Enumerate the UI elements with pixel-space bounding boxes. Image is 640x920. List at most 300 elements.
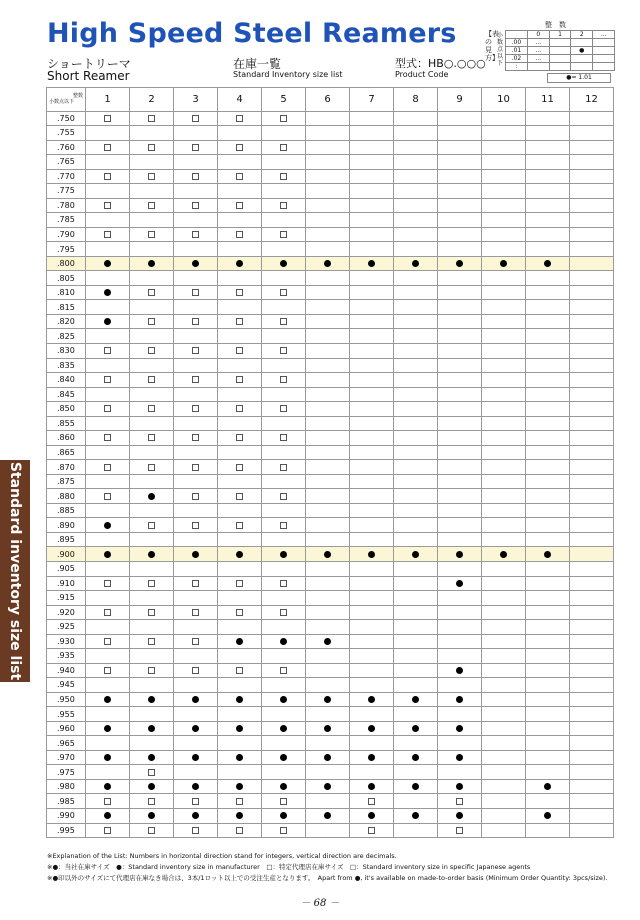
table-cell (526, 721, 570, 736)
table-cell (262, 547, 306, 562)
table-cell (482, 532, 526, 547)
table-cell (174, 227, 218, 242)
table-cell (174, 184, 218, 199)
table-cell (438, 721, 482, 736)
table-cell (394, 649, 438, 664)
table-cell (350, 358, 394, 373)
table-cell (570, 707, 614, 722)
table-cell (262, 387, 306, 402)
legend-cell: .00 (506, 39, 528, 47)
table-cell (570, 111, 614, 126)
legend-cell: … (527, 47, 549, 55)
table-cell (570, 503, 614, 518)
table-cell (526, 707, 570, 722)
table-cell (86, 256, 130, 271)
decimal-label: .820 (47, 314, 86, 329)
table-cell (526, 750, 570, 765)
table-cell (262, 184, 306, 199)
decimal-label: .790 (47, 227, 86, 242)
agent-stock-square-icon (192, 464, 199, 471)
table-row (47, 126, 614, 141)
manufacturer-stock-dot-icon (280, 783, 287, 790)
table-cell (86, 213, 130, 228)
table-cell (262, 300, 306, 315)
table-cell (394, 576, 438, 591)
table-cell (262, 649, 306, 664)
agent-stock-square-icon (280, 464, 287, 471)
table-cell (262, 721, 306, 736)
agent-stock-square-icon (104, 434, 111, 441)
decimal-label: .935 (47, 649, 86, 664)
agent-stock-square-icon (280, 144, 287, 151)
manufacturer-stock-dot-icon (456, 812, 463, 819)
table-cell (174, 169, 218, 184)
table-cell (174, 503, 218, 518)
table-cell (526, 503, 570, 518)
table-cell (218, 140, 262, 155)
table-cell (218, 314, 262, 329)
table-cell (86, 184, 130, 199)
table-cell (218, 663, 262, 678)
table-row (47, 213, 614, 228)
table-cell (130, 213, 174, 228)
table-cell (350, 387, 394, 402)
table-cell (218, 489, 262, 504)
table-cell (218, 532, 262, 547)
table-cell (482, 126, 526, 141)
agent-stock-square-icon (192, 493, 199, 500)
table-cell (394, 169, 438, 184)
table-cell (570, 591, 614, 606)
agent-stock-square-icon (148, 434, 155, 441)
table-row (47, 576, 614, 591)
table-cell (350, 169, 394, 184)
table-cell (306, 518, 350, 533)
table-cell (394, 358, 438, 373)
table-cell (130, 576, 174, 591)
agent-stock-square-icon (192, 144, 199, 151)
table-cell (350, 329, 394, 344)
decimal-label: .875 (47, 474, 86, 489)
decimal-label: .855 (47, 416, 86, 431)
decimal-label: .885 (47, 503, 86, 518)
table-cell (350, 591, 394, 606)
table-cell (174, 576, 218, 591)
table-cell (218, 402, 262, 417)
table-cell (570, 126, 614, 141)
table-cell (306, 285, 350, 300)
table-cell (394, 329, 438, 344)
decimal-label: .980 (47, 779, 86, 794)
table-cell (306, 721, 350, 736)
table-cell (218, 547, 262, 562)
table-cell (306, 358, 350, 373)
column-header: 3 (174, 88, 218, 112)
table-cell (262, 431, 306, 446)
manufacturer-stock-dot-icon (456, 551, 463, 558)
table-cell (262, 285, 306, 300)
table-cell (306, 329, 350, 344)
table-cell (350, 344, 394, 359)
table-cell (438, 750, 482, 765)
table-cell (570, 576, 614, 591)
table-cell (262, 256, 306, 271)
sidebar-tab (0, 460, 30, 682)
table-cell (438, 503, 482, 518)
agent-stock-square-icon (192, 231, 199, 238)
table-cell (350, 300, 394, 315)
footnote-line: ※Explanation of the List: Numbers in horizontal direction stand for integers, vertical direction are decimals. (47, 852, 397, 860)
agent-stock-square-icon (192, 434, 199, 441)
table-cell (130, 169, 174, 184)
manufacturer-stock-dot-icon (192, 551, 199, 558)
table-cell (394, 344, 438, 359)
table-cell (350, 155, 394, 170)
table-cell (130, 591, 174, 606)
legend-cell (593, 55, 615, 63)
table-cell (262, 750, 306, 765)
table-cell (306, 126, 350, 141)
table-cell (218, 474, 262, 489)
table-corner (47, 88, 86, 112)
table-cell (174, 809, 218, 824)
table-cell (174, 634, 218, 649)
table-cell (570, 721, 614, 736)
table-cell (570, 373, 614, 388)
table-cell (438, 532, 482, 547)
table-cell (570, 532, 614, 547)
agent-stock-square-icon (104, 638, 111, 645)
column-header: 8 (394, 88, 438, 112)
table-cell (482, 373, 526, 388)
table-cell (350, 111, 394, 126)
table-cell (526, 373, 570, 388)
table-cell (438, 431, 482, 446)
agent-stock-square-icon (280, 798, 287, 805)
page-number: － 68 － (300, 898, 340, 909)
table-cell (174, 445, 218, 460)
table-cell (174, 663, 218, 678)
table-cell (86, 823, 130, 838)
table-cell (526, 576, 570, 591)
table-cell (306, 649, 350, 664)
manufacturer-stock-dot-icon (280, 551, 287, 558)
manufacturer-stock-dot-icon (104, 812, 111, 819)
table-cell (86, 518, 130, 533)
table-cell (218, 256, 262, 271)
table-cell (570, 750, 614, 765)
inventory-heading-en: Standard Inventory size list (233, 70, 343, 79)
table-cell (570, 300, 614, 315)
table-cell (394, 387, 438, 402)
table-cell (130, 750, 174, 765)
table-cell (482, 344, 526, 359)
column-header: 12 (570, 88, 614, 112)
table-cell (130, 431, 174, 446)
manufacturer-stock-dot-icon (456, 580, 463, 587)
table-row (47, 431, 614, 446)
manufacturer-stock-dot-icon (104, 754, 111, 761)
table-cell (394, 765, 438, 780)
legend-cell: .02 (506, 55, 528, 63)
table-cell (350, 779, 394, 794)
table-cell (570, 823, 614, 838)
table-cell (570, 561, 614, 576)
manufacturer-stock-dot-icon (456, 754, 463, 761)
table-cell (394, 809, 438, 824)
column-header: 2 (130, 88, 174, 112)
table-cell (350, 663, 394, 678)
table-cell (174, 794, 218, 809)
table-cell (570, 634, 614, 649)
table-cell (86, 198, 130, 213)
table-cell (570, 794, 614, 809)
legend-col: 1 (549, 31, 571, 39)
decimal-label: .995 (47, 823, 86, 838)
table-cell (130, 314, 174, 329)
table-cell (394, 314, 438, 329)
table-cell (306, 474, 350, 489)
table-cell (174, 460, 218, 475)
table-cell (306, 620, 350, 635)
table-cell (306, 402, 350, 417)
table-cell (570, 605, 614, 620)
table-cell (526, 460, 570, 475)
table-cell (438, 416, 482, 431)
table-cell (130, 460, 174, 475)
manufacturer-stock-dot-icon (456, 696, 463, 703)
table-cell (438, 460, 482, 475)
table-cell (526, 198, 570, 213)
table-cell (526, 271, 570, 286)
table-cell (218, 678, 262, 693)
table-cell (438, 256, 482, 271)
table-cell (130, 489, 174, 504)
table-cell (350, 634, 394, 649)
legend-cell: .01 (506, 47, 528, 55)
table-cell (306, 300, 350, 315)
table-cell (570, 155, 614, 170)
table-cell (570, 256, 614, 271)
table-cell (438, 707, 482, 722)
table-cell (570, 547, 614, 562)
manufacturer-stock-dot-icon (412, 754, 419, 761)
table-cell (306, 779, 350, 794)
table-cell (394, 213, 438, 228)
table-cell (350, 736, 394, 751)
table-row (47, 765, 614, 780)
table-cell (394, 300, 438, 315)
table-cell (350, 765, 394, 780)
table-cell (262, 445, 306, 460)
table-cell (350, 213, 394, 228)
agent-stock-square-icon (280, 405, 287, 412)
table-cell (306, 431, 350, 446)
table-cell (174, 344, 218, 359)
agent-stock-square-icon (236, 231, 243, 238)
table-cell (482, 503, 526, 518)
table-cell (130, 256, 174, 271)
table-cell (218, 300, 262, 315)
table-cell (482, 445, 526, 460)
agent-stock-square-icon (192, 827, 199, 834)
table-cell (394, 111, 438, 126)
table-cell (350, 256, 394, 271)
table-cell (482, 765, 526, 780)
table-cell (570, 518, 614, 533)
agent-stock-square-icon (104, 231, 111, 238)
table-cell (350, 373, 394, 388)
table-cell (394, 256, 438, 271)
table-cell (394, 227, 438, 242)
table-cell (86, 779, 130, 794)
decimal-label: .880 (47, 489, 86, 504)
decimal-label: .800 (47, 256, 86, 271)
table-cell (130, 620, 174, 635)
table-cell (526, 692, 570, 707)
table-cell (262, 532, 306, 547)
table-cell (174, 765, 218, 780)
table-cell (218, 721, 262, 736)
table-cell (526, 634, 570, 649)
table-cell (130, 373, 174, 388)
table-cell (438, 169, 482, 184)
manufacturer-stock-dot-icon (104, 696, 111, 703)
table-cell (570, 649, 614, 664)
table-cell (306, 140, 350, 155)
table-row (47, 736, 614, 751)
table-cell (350, 489, 394, 504)
table-cell (482, 489, 526, 504)
table-cell (350, 460, 394, 475)
table-cell (218, 779, 262, 794)
table-cell (174, 155, 218, 170)
table-cell (482, 779, 526, 794)
table-cell (262, 634, 306, 649)
table-row (47, 271, 614, 286)
table-cell (438, 518, 482, 533)
table-cell (394, 373, 438, 388)
table-cell (86, 155, 130, 170)
table-cell (86, 474, 130, 489)
table-cell (262, 271, 306, 286)
table-cell (306, 169, 350, 184)
table-cell (86, 692, 130, 707)
table-cell (262, 314, 306, 329)
table-cell (394, 140, 438, 155)
table-cell (306, 765, 350, 780)
table-cell (526, 358, 570, 373)
manufacturer-stock-dot-icon (148, 754, 155, 761)
table-cell (394, 445, 438, 460)
agent-stock-square-icon (148, 798, 155, 805)
table-cell (570, 344, 614, 359)
table-row (47, 663, 614, 678)
decimal-label: .985 (47, 794, 86, 809)
table-cell (482, 285, 526, 300)
table-cell (86, 561, 130, 576)
decimal-label: .765 (47, 155, 86, 170)
table-cell (262, 358, 306, 373)
manufacturer-stock-dot-icon (192, 696, 199, 703)
product-code-label: 型式：HB○.○○○ (395, 57, 486, 70)
table-cell (262, 663, 306, 678)
agent-stock-square-icon (280, 115, 287, 122)
table-cell (174, 387, 218, 402)
table-cell (130, 416, 174, 431)
table-cell (526, 329, 570, 344)
agent-stock-square-icon (192, 376, 199, 383)
manufacturer-stock-dot-icon (412, 783, 419, 790)
legend-heading: 整 数 (545, 21, 566, 29)
agent-stock-square-icon (104, 798, 111, 805)
table-cell (174, 416, 218, 431)
table-cell (570, 809, 614, 824)
table-cell (438, 184, 482, 199)
agent-stock-square-icon (236, 827, 243, 834)
table-cell (526, 678, 570, 693)
agent-stock-square-icon (456, 827, 463, 834)
agent-stock-square-icon (148, 289, 155, 296)
decimal-label: .895 (47, 532, 86, 547)
agent-stock-square-icon (280, 376, 287, 383)
legend-table (505, 30, 615, 71)
table-cell (570, 431, 614, 446)
table-cell (438, 678, 482, 693)
table-cell (394, 779, 438, 794)
table-cell (86, 140, 130, 155)
table-cell (218, 750, 262, 765)
table-cell (174, 620, 218, 635)
table-cell (482, 184, 526, 199)
table-cell (306, 460, 350, 475)
table-cell (174, 285, 218, 300)
table-cell (218, 649, 262, 664)
legend-cell: : (506, 63, 528, 71)
table-cell (262, 794, 306, 809)
table-row (47, 256, 614, 271)
manufacturer-stock-dot-icon (368, 260, 375, 267)
table-row (47, 561, 614, 576)
table-cell (174, 736, 218, 751)
table-cell (218, 736, 262, 751)
table-cell (482, 416, 526, 431)
manufacturer-stock-dot-icon (104, 725, 111, 732)
agent-stock-square-icon (280, 347, 287, 354)
table-cell (86, 576, 130, 591)
table-cell (438, 155, 482, 170)
table-cell (482, 155, 526, 170)
table-cell (86, 736, 130, 751)
agent-stock-square-icon (236, 434, 243, 441)
table-cell (130, 155, 174, 170)
table-cell (306, 227, 350, 242)
table-cell (482, 620, 526, 635)
table-cell (526, 736, 570, 751)
table-cell (218, 431, 262, 446)
table-row (47, 445, 614, 460)
table-row (47, 184, 614, 199)
table-cell (86, 794, 130, 809)
agent-stock-square-icon (104, 609, 111, 616)
table-cell (86, 809, 130, 824)
agent-stock-square-icon (148, 464, 155, 471)
agent-stock-square-icon (192, 638, 199, 645)
table-cell (174, 692, 218, 707)
agent-stock-square-icon (280, 202, 287, 209)
table-cell (262, 823, 306, 838)
table-cell (438, 663, 482, 678)
